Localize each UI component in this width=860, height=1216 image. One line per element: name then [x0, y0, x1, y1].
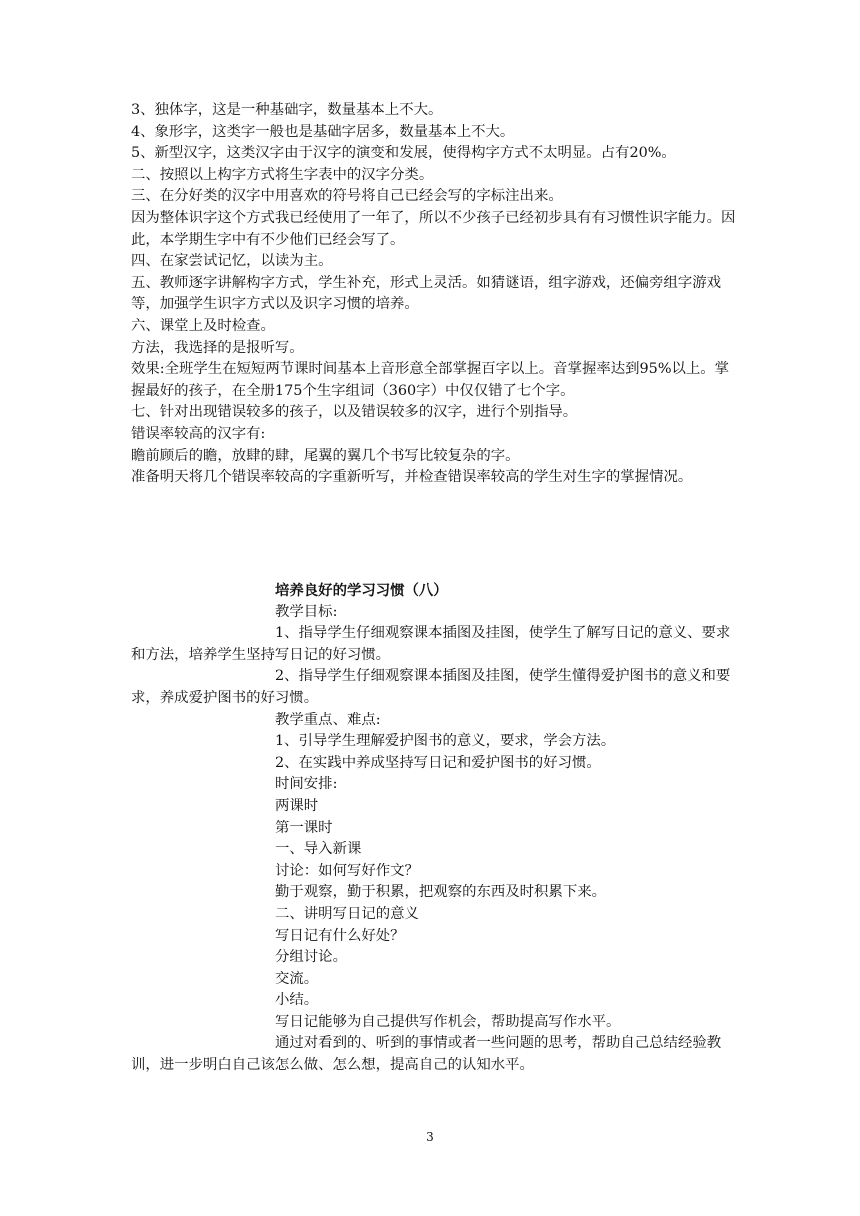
body-text-section — [131, 100, 741, 489]
text-line: 小结。 — [275, 992, 319, 1009]
text-line: 1、引导学生理解爱护图书的意义，要求，学会方法。 — [275, 733, 616, 750]
text-line: 一、导入新课 — [275, 841, 362, 858]
text-paragraph: 1、指导学生仔细观察课本插图及挂图，使学生了解写日记的意义、要求和方法，培养学生坚持写日记的好习惯。 — [131, 625, 731, 663]
text-paragraph: 2、指导学生仔细观察课本插图及挂图，使学生懂得爱护图书的意义和要求，养成爱护图书的好习惯。 — [131, 668, 731, 706]
text-line: 交流。 — [275, 970, 319, 987]
text-line: 错误率较高的汉字有: — [131, 425, 266, 442]
text-line: 四、在家尝试记忆，以读为主。 — [131, 253, 333, 270]
section-title: 培养良好的学习习惯（八） — [275, 582, 448, 599]
text-line: 2、在实践中养成坚持写日记和爱护图书的好习惯。 — [275, 754, 601, 771]
lesson-plan-section — [131, 580, 741, 1077]
text-line: 时间安排: — [275, 776, 338, 793]
text-paragraph: 准备明天将几个错误率较高的字重新听写，并检查错误率较高的学生对生字的掌握情况。 — [131, 469, 693, 486]
text-paragraph: 五、教师逐字讲解构字方式，学生补充，形式上灵活。如猜谜语，组字游戏，还偏旁组字游戏等，加强学生识字方式以及识字习惯的培养。 — [131, 274, 722, 313]
text-paragraph: 通过对看到的、听到的事情或者一些问题的思考，帮助自己总结经验教训，进一步明白自己该怎么做、怎么想，提高自己的认知水平。 — [131, 1035, 722, 1074]
text-line: 讨论：如何写好作文？ — [275, 862, 419, 879]
text-line: 两课时 — [275, 797, 319, 814]
text-paragraph: 因为整体识字这个方式我已经使用了一年了，所以不少孩子已经初步具有有习惯性识字能力。因此，本学期生字中有不少他们已经会写了。 — [131, 209, 736, 248]
text-line: 二、讲明写日记的意义 — [275, 905, 419, 922]
text-line: 六、课堂上及时检查。 — [131, 317, 275, 334]
text-line: 4、象形字，这类字一般也是基础字居多，数量基本上不大。 — [131, 123, 515, 140]
text-line: 5、新型汉字，这类汉字由于汉字的演变和发展，使得构字方式不太明显。占有20%。 — [131, 145, 676, 162]
text-line: 3、独体字，这是一种基础字，数量基本上不大。 — [131, 102, 443, 118]
text-line: 方法，我选择的是报听写。 — [131, 339, 304, 356]
text-paragraph: 效果:全班学生在短短两节课时间基本上音形意全部掌握百字以上。音掌握率达到95%以上。掌握最好的孩子，在全册175个生字组词（360字）中仅仅错了七个字。 — [131, 361, 730, 399]
page-number: 3 — [426, 1130, 434, 1144]
text-line: 教学重点、难点: — [275, 711, 381, 728]
text-line: 写日记有什么好处？ — [275, 927, 405, 944]
text-line: 瞻前顾后的瞻，放肆的肆，尾翼的翼几个书写比较复杂的字。 — [131, 447, 520, 464]
text-line: 写日记能够为自己提供写作机会，帮助提高写作水平。 — [275, 1013, 621, 1030]
text-line: 教学目标: — [275, 603, 338, 620]
text-line: 分组讨论。 — [275, 949, 347, 966]
text-line: 二、按照以上构字方式将生字表中的汉字分类。 — [131, 166, 434, 183]
text-line: 勤于观察，勤于积累，把观察的东西及时积累下来。 — [275, 884, 606, 901]
text-line: 三、在分好类的汉字中用喜欢的符号将自己已经会写的字标注出来。 — [131, 188, 563, 205]
text-line: 第一课时 — [275, 819, 333, 836]
text-line: 七、针对出现错误较多的孩子，以及错误较多的汉字，进行个别指导。 — [131, 404, 578, 421]
